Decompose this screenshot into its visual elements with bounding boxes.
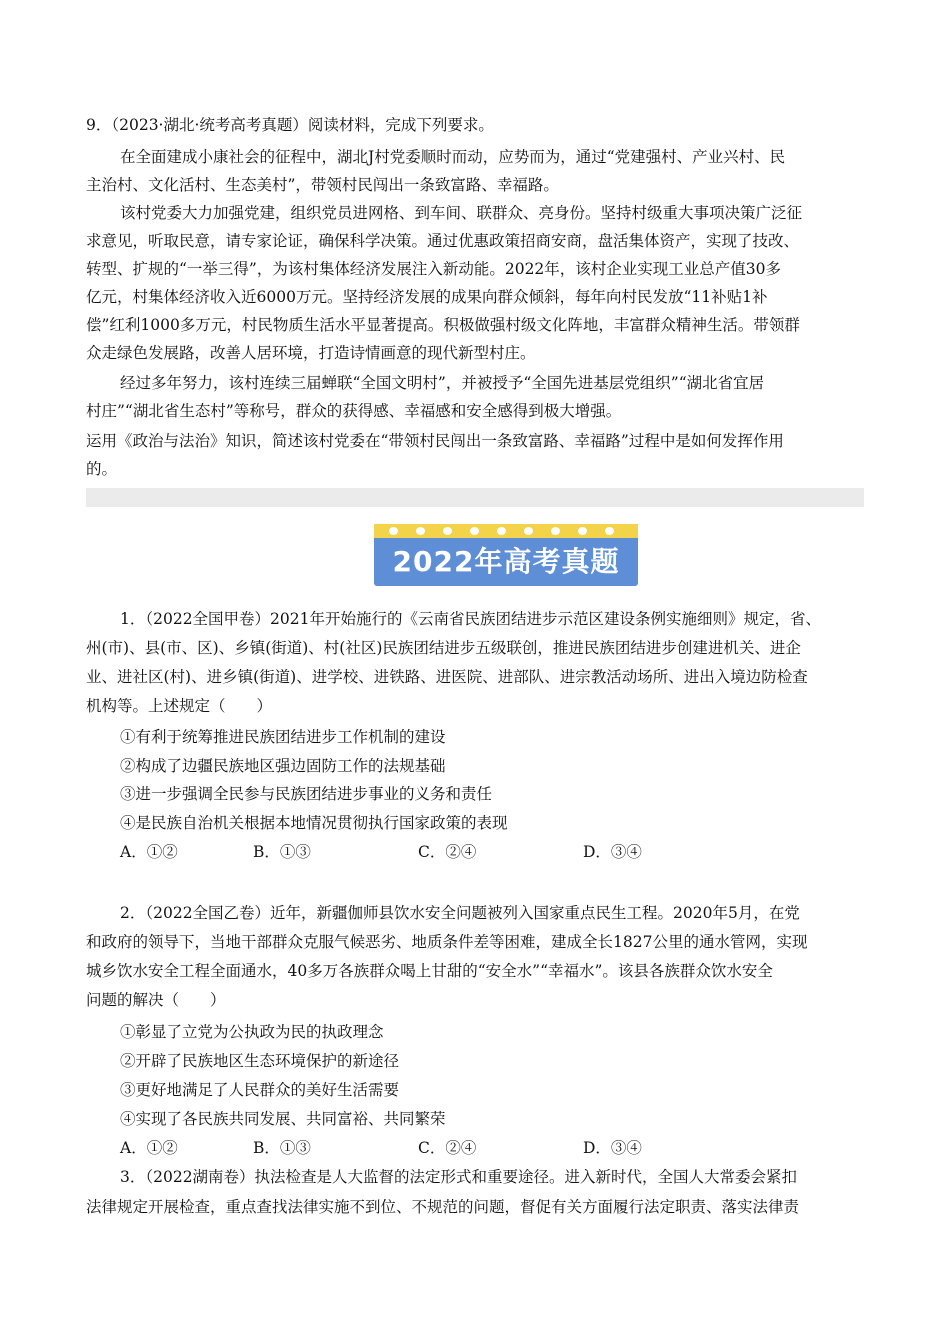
q9-p2-line: 众走绿色发展路，改善人居环境，打造诗情画意的现代新型村庄。 (86, 344, 536, 362)
banner-dot (416, 527, 425, 535)
q1-statement: ②构成了边疆民族地区强边固防工作的法规基础 (120, 757, 446, 775)
q2-stem-line: 城乡饮水安全工程全面通水，40多万各族群众喝上甘甜的“安全水”“幸福水”。该县各族群众饮水安全 (86, 962, 773, 980)
q9-question-line: 运用《政治与法治》知识，简述该村党委在“带领村民闯出一条致富路、幸福路”过程中是如何发挥作用 (86, 432, 784, 450)
banner-dot (551, 527, 560, 535)
q1-stem-line: 机构等。上述规定（ ） (86, 697, 273, 715)
q2-option-d[interactable]: D．③④ (583, 1139, 642, 1157)
q9-p3-line: 村庄”“湖北省生态村”等称号，群众的获得感、幸福感和安全感得到极大增强。 (86, 402, 622, 420)
q1-option-c[interactable]: C．②④ (418, 843, 477, 861)
banner-dot (524, 527, 533, 535)
q1-statement: ③进一步强调全民参与民族团结进步事业的义务和责任 (120, 785, 493, 803)
q2-statement: ①彰显了立党为公执政为民的执政理念 (120, 1023, 384, 1041)
q1-stem-line: 业、进社区(村)、进乡镇(街道)、进学校、进铁路、进医院、进部队、进宗教活动场所、进出入境边防检查 (86, 668, 808, 686)
banner-dots-strip (374, 524, 638, 538)
q1-statement: ①有利于统筹推进民族团结进步工作机制的建设 (120, 728, 446, 746)
q9-question-line: 的。 (86, 460, 118, 478)
banner-dot (578, 527, 587, 535)
q2-statement: ②开辟了民族地区生态环境保护的新途径 (120, 1052, 400, 1070)
q1-stem-line: 1．（2022全国甲卷）2021年开始施行的《云南省民族团结进步示范区建设条例实施细则》规定，省、 (120, 610, 822, 628)
q1-stem-line: 州(市)、县(市、区)、乡镇(街道)、村(社区)民族团结进步五级联创，推进民族团结进步创建进机关、进企 (86, 639, 801, 657)
q9-p1-line: 主治村、文化活村、生态美村”，带领村民闯出一条致富路、幸福路。 (86, 176, 559, 194)
q2-statement: ④实现了各民族共同发展、共同富裕、共同繁荣 (120, 1110, 446, 1128)
banner-dot (497, 527, 506, 535)
q2-option-c[interactable]: C．②④ (418, 1139, 477, 1157)
q9-p2-line: 求意见，听取民意，请专家论证，确保科学决策。通过优惠政策招商安商，盘活集体资产，实现了技改、 (86, 232, 800, 250)
q2-stem-line: 2．（2022全国乙卷）近年，新疆伽师县饮水安全问题被列入国家重点民生工程。2020年5月，在党 (120, 904, 800, 922)
q2-stem-line: 问题的解决（ ） (86, 991, 226, 1009)
q2-option-a[interactable]: A．①② (120, 1139, 178, 1157)
banner-title: 2022年高考真题 (392, 545, 620, 578)
banner-dot (470, 527, 479, 535)
q9-p2-line: 亿元，村集体经济收入近6000万元。坚持经济发展的成果向群众倾斜，每年向村民发放“11补贴1补 (86, 288, 768, 306)
q1-option-a[interactable]: A．①② (120, 843, 178, 861)
q1-option-d[interactable]: D．③④ (583, 843, 642, 861)
section-banner (374, 524, 638, 586)
q3-stem-line: 法律规定开展检查，重点查找法律实施不到位、不规范的问题，督促有关方面履行法定职责、落实法律责 (86, 1198, 800, 1216)
answer-area-bar (86, 488, 864, 507)
banner-dot (605, 527, 614, 535)
q2-option-b[interactable]: B．①③ (253, 1139, 311, 1157)
q9-p3-line: 经过多年努力，该村连续三届蝉联“全国文明村”，并被授予“全国先进基层党组织”“湖北省宜居 (120, 374, 765, 392)
q9-p2-line: 该村党委大力加强党建，组织党员进网格、到车间、联群众、亮身份。坚持村级重大事项决策广泛征 (120, 204, 803, 222)
q9-p2-line: 转型、扩规的“一举三得”，为该村集体经济发展注入新动能。2022年，该村企业实现工业总产值30多 (86, 260, 782, 278)
q3-stem-line: 3．（2022湖南卷）执法检查是人大监督的法定形式和重要途径。进入新时代，全国人大常委会紧扣 (120, 1168, 798, 1186)
banner-dot (389, 527, 398, 535)
q9-header: 9．（2023·湖北·统考高考真题）阅读材料，完成下列要求。 (86, 116, 494, 134)
q2-statement: ③更好地满足了人民群众的美好生活需要 (120, 1081, 400, 1099)
q1-option-b[interactable]: B．①③ (253, 843, 311, 861)
q1-statement: ④是民族自治机关根据本地情况贯彻执行国家政策的表现 (120, 814, 508, 832)
q9-p1-line: 在全面建成小康社会的征程中，湖北J村党委顺时而动，应势而为，通过“党建强村、产业兴村、民 (120, 148, 786, 166)
q9-p2-line: 偿”红利1000多万元，村民物质生活水平显著提高。积极做强村级文化阵地，丰富群众精神生活。带领群 (86, 316, 800, 334)
banner-dot (443, 527, 452, 535)
q2-stem-line: 和政府的领导下，当地干部群众克服气候恶劣、地质条件差等困难，建成全长1827公里的通水管网，实现 (86, 933, 808, 951)
